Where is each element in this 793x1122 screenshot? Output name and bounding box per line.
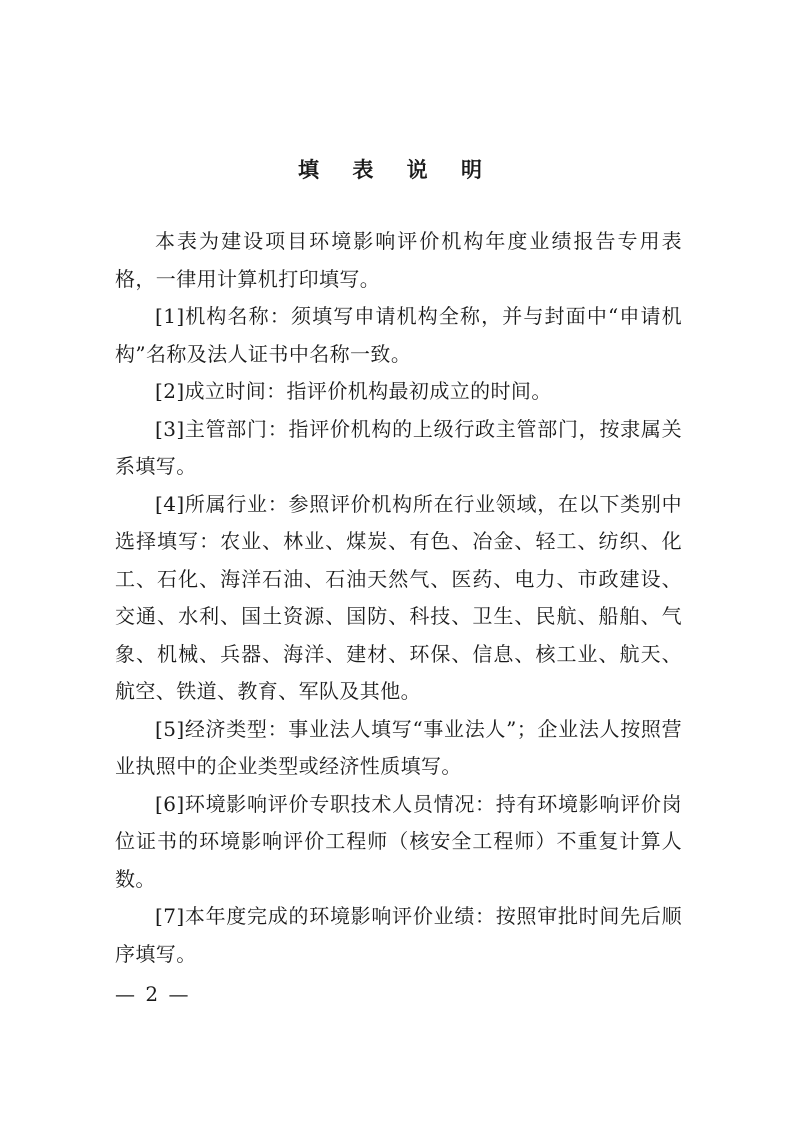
note-5-paragraph: [5]经济类型：事业法人填写“事业法人”；企业法人按照营业执照中的企业类型或经济性质填写。 (115, 716, 682, 778)
note-3-paragraph: [3]主管部门：指评价机构的上级行政主管部门，按隶属关系填写。 (115, 416, 682, 478)
page-number: — 2 — (115, 982, 191, 1006)
note-1-paragraph: [1]机构名称：须填写申请机构全称，并与封面中“申请机构”名称及法人证书中名称一致。 (115, 304, 682, 366)
note-2-paragraph: [2]成立时间：指评价机构最初成立的时间。 (155, 379, 552, 403)
document-body (115, 223, 682, 973)
note-7-paragraph: [7]本年度完成的环境影响评价业绩：按照审批时间先后顺序填写。 (115, 904, 682, 966)
note-4-paragraph: [4]所属行业：参照评价机构所在行业领域，在以下类别中选择填写：农业、林业、煤炭、有色、冶金、轻工、纺织、化工、石化、海洋石油、石油天然气、医药、电力、市政建设、交通、水利、国土资源、国防、科技、卫生、民航、船舶、气象、机械、兵器、海洋、建材、环保、信息、核工业、航天、航空、铁道、教育、军队及其他。 (115, 491, 682, 703)
note-6-paragraph: [6]环境影响评价专职技术人员情况：持有环境影响评价岗位证书的环境影响评价工程师（核安全工程师）不重复计算人数。 (115, 791, 682, 891)
intro-paragraph: 本表为建设项目环境影响评价机构年度业绩报告专用表格，一律用计算机打印填写。 (115, 229, 682, 291)
document-title: 填 表 说 明 (298, 157, 495, 182)
